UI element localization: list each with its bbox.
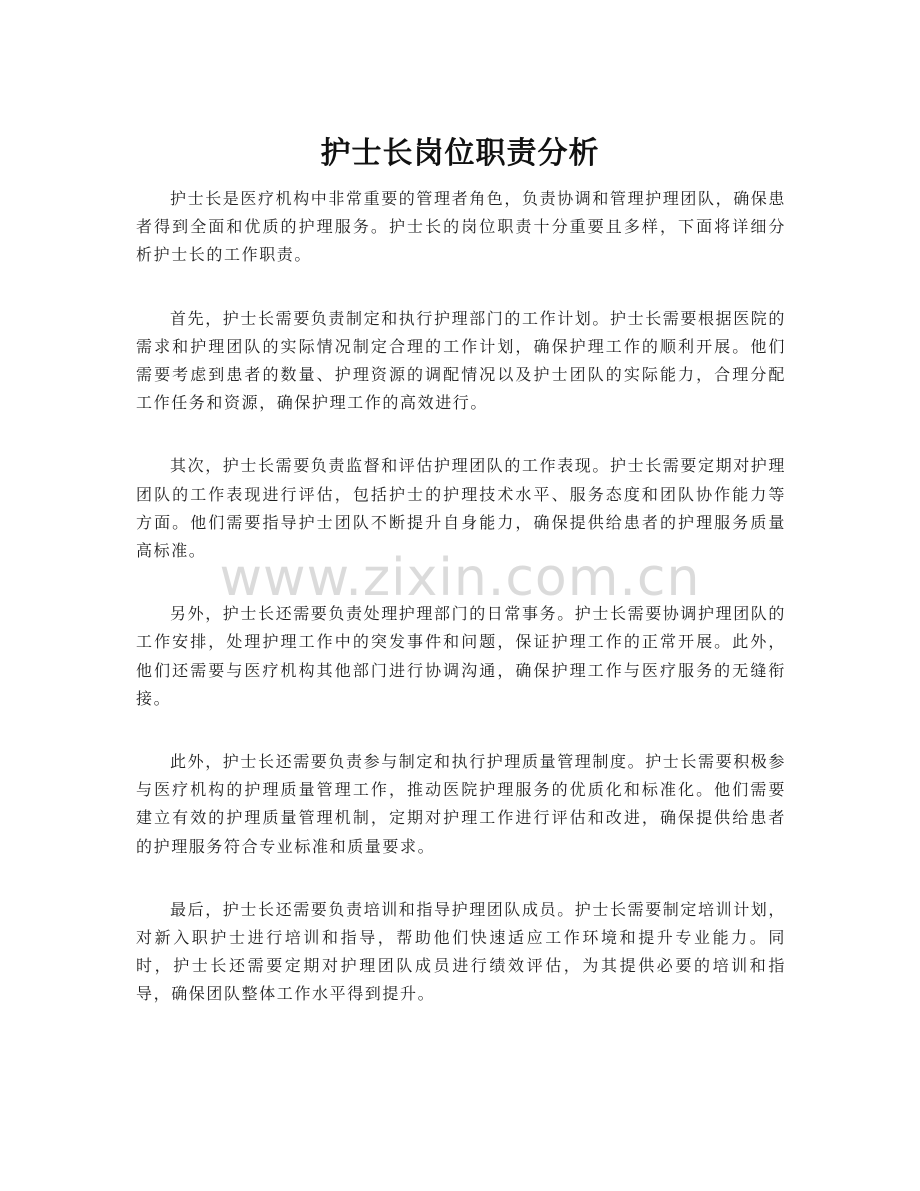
paragraph-supervision: 其次，护士长需要负责监督和评估护理团队的工作表现。护士长需要定期对护理团队的工作表现进行评估，包括护士的护理技术水平、服务态度和团队协作能力等方面。他们需要指导护士团队不断提升自身能力，确保提供给患者的护理服务质量高标准。 bbox=[136, 456, 787, 561]
document-title: 护士长岗位职责分析 bbox=[320, 136, 600, 172]
paragraph-intro: 护士长是医疗机构中非常重要的管理者角色，负责协调和管理护理团队，确保患者得到全面和优质的护理服务。护士长的岗位职责十分重要且多样，下面将详细分析护士长的工作职责。 bbox=[136, 189, 787, 265]
paragraph-daily-affairs: 另外，护士长还需要负责处理护理部门的日常事务。护士长需要协调护理团队的工作安排，处理护理工作中的突发事件和问题，保证护理工作的正常开展。此外，他们还需要与医疗机构其他部门进行协调沟通，确保护理工作与医疗服务的无缝衔接。 bbox=[136, 604, 787, 708]
paragraph-planning: 首先，护士长需要负责制定和执行护理部门的工作计划。护士长需要根据医院的需求和护理团队的实际情况制定合理的工作计划，确保护理工作的顺利开展。他们需要考虑到患者的数量、护理资源的调配情况以及护士团队的实际能力，合理分配工作任务和资源，确保护理工作的高效进行。 bbox=[136, 308, 787, 413]
watermark: www.zixin.com.cn bbox=[219, 548, 701, 608]
paragraph-training: 最后，护士长还需要负责培训和指导护理团队成员。护士长需要制定培训计划，对新入职护士进行培训和指导，帮助他们快速适应工作环境和提升专业能力。同时，护士长还需要定期对护理团队成员进行绩效评估，为其提供必要的培训和指导，确保团队整体工作水平得到提升。 bbox=[136, 899, 787, 1004]
document-body bbox=[136, 185, 786, 1044]
paragraph-quality-management: 此外，护士长还需要负责参与制定和执行护理质量管理制度。护士长需要积极参与医疗机构的护理质量管理工作，推动医院护理服务的优质化和标准化。他们需要建立有效的护理质量管理机制，定期对护理工作进行评估和改进，确保提供给患者的护理服务符合专业标准和质量要求。 bbox=[136, 752, 787, 856]
